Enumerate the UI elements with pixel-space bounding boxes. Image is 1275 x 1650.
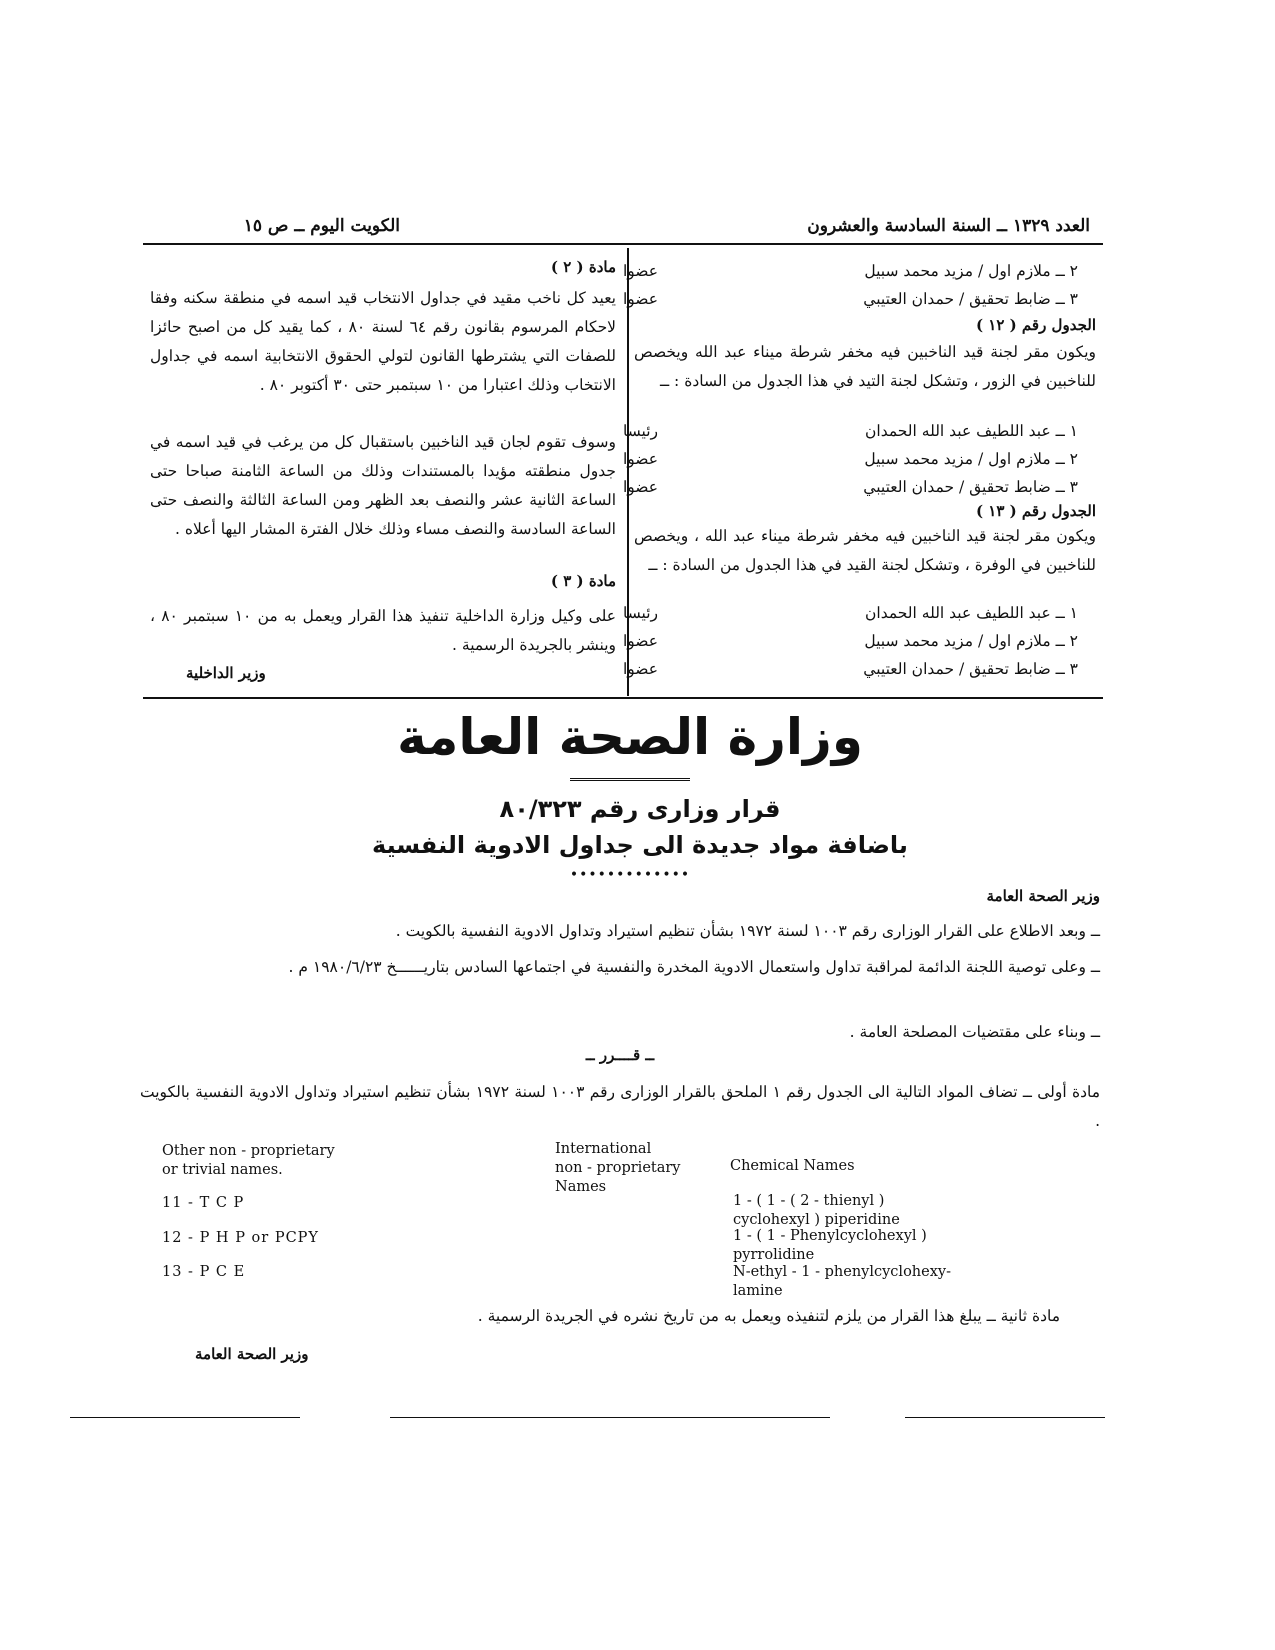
page-header: الكويت اليوم ــ ص ١٥: [243, 216, 400, 236]
signature: وزير الداخلية: [186, 664, 266, 682]
article3-paragraph: على وكيل وزارة الداخلية تنفيذ هذا القرار ويعمل به من ١٠ سبتمبر ٨٠ ، وينشر بالجريدة الرسمية .: [150, 607, 616, 654]
decree-subtitle: باضافة مواد جديدة الى جداول الادوية النفسية: [372, 831, 908, 859]
footer-rule: [905, 1417, 1105, 1418]
member-row: ٢ ــ ملازم اول / مزيد محمد سبيل عضوا: [622, 262, 1078, 280]
member-row: ٣ ــ ضابط تحقيق / حمدان العتيبي عضوا: [622, 478, 1078, 496]
table12-title: الجدول رقم ( ١٢ ): [975, 316, 1096, 334]
table-header-chemical-names: Chemical Names: [730, 1158, 855, 1174]
article2-paragraph: وسوف تقوم لجان قيد الناخبين باستقبال كل من يرغب في قيد اسمه في جدول منطقته مؤيدا بالمستندات وذلك من الساعة الثامنة صباحا حتى الساعة الثانية عشر والنصف بعد الظهر ومن الساعة الثالثة والنصف حتى الساعة السادسة والنصف مساء وذلك خلال الفترة المشار اليها أعلاه .: [150, 433, 616, 538]
section-rule: [143, 697, 1103, 699]
article3-title: مادة ( ٣ ): [550, 572, 616, 590]
right-column: [622, 250, 1098, 690]
table-row-name: 12 - P H P or PCPY: [162, 1230, 320, 1246]
member-row: ١ ــ عبد اللطيف عبد الله الحمدان رئيسا: [622, 422, 1078, 440]
table13-text: ويكون مقر لجنة قيد الناخبين فيه مخفر شرطة ميناء عبد الله ، ويخصص للناخبين في الوفرة ، وتشكل لجنة القيد في هذا الجدول من السادة : ــ: [634, 527, 1096, 574]
member-row: ٣ ــ ضابط تحقيق / حمدان العتيبي عضوا: [622, 660, 1078, 678]
preamble-item: ــ وبعد الاطلاع على القرار الوزارى رقم ١٠٠٣ لسنة ١٩٧٢ بشأن تنظيم استيراد وتداول الادوية النفسية بالكويت .: [395, 922, 1100, 940]
footer-rule: [70, 1417, 300, 1418]
preamble-item: ــ وبناء على مقتضيات المصلحة العامة .: [849, 1023, 1100, 1041]
minister-heading: وزير الصحة العامة: [986, 887, 1100, 905]
preamble-item: ــ وعلى توصية اللجنة الدائمة لمراقبة تداول واستعمال الادوية المخدرة والنفسية في اجتماعها السادس بتاريــــــخ ١٩٨٠/٦/٢٣ م .: [288, 958, 1100, 976]
ornament: •••••••••••••: [569, 867, 691, 883]
table13-title: الجدول رقم ( ١٣ ): [975, 502, 1096, 520]
table-row-chemical: 1 - ( 1 - Phenylcyclohexyl ) pyrrolidine: [733, 1228, 927, 1263]
decides-heading: ــ قــــرر ــ: [585, 1046, 655, 1064]
table-row-name: 13 - P C E: [162, 1264, 246, 1280]
ministry-masthead: وزارة الصحة العامة: [397, 708, 863, 766]
table-row-chemical: N-ethyl - 1 - phenylcyclohexy- lamine: [733, 1264, 951, 1299]
table-header-inn: International non - proprietary Names: [555, 1141, 681, 1195]
signature-health: وزير الصحة العامة: [195, 1345, 309, 1363]
article1: مادة أولى ــ تضاف المواد التالية الى الجدول رقم ١ الملحق بالقرار الوزارى رقم ١٠٠٣ لسنة ١٩٧٢ بشأن تنظيم استيراد وتداول الادوية النفسية بالكويت .: [140, 1083, 1100, 1130]
article2-title: مادة ( ٢ ): [550, 258, 616, 276]
member-row: ٢ ــ ملازم اول / مزيد محمد سبيل عضوا: [622, 632, 1078, 650]
issue-header: العدد ١٣٢٩ ــ السنة السادسة والعشرون: [807, 216, 1090, 236]
table12-text: ويكون مقر لجنة قيد الناخبين فيه مخفر شرطة ميناء عبد الله ويخصص للناخبين في الزور ، وتشكل لجنة التيد في هذا الجدول من السادة : ــ: [634, 343, 1096, 390]
member-row: ٣ ــ ضابط تحقيق / حمدان العتيبي عضوا: [622, 290, 1078, 308]
left-column: [148, 250, 618, 690]
member-row: ١ ــ عبد اللطيف عبد الله الحمدان رئيسا: [622, 604, 1078, 622]
article2-paragraph: يعيد كل ناخب مقيد في جداول الانتخاب قيد اسمه في منطقة سكنه وفقا لاحكام المرسوم بقانون رقم ٦٤ لسنة ٨٠ ، كما يقيد كل من اصبح حائزا للصفات التي يشترطها القانون لتولي الحقوق الانتخابية اسمه في جداول الانتخاب وذلك اعتبارا من ١٠ سبتمبر حتى ٣٠ أكتوبر ٨٠ .: [150, 289, 616, 394]
member-row: ٢ ــ ملازم اول / مزيد محمد سبيل عضوا: [622, 450, 1078, 468]
header-rule: [143, 243, 1103, 245]
article2: مادة ثانية ــ يبلغ هذا القرار من يلزم لتنفيذه ويعمل به من تاريخ نشره في الجريدة الرسمية .: [477, 1307, 1060, 1325]
footer-rule: [390, 1417, 830, 1418]
table-row-name: 11 - T C P: [162, 1195, 245, 1211]
table-header-other-names: Other non - proprietary or trivial names.: [162, 1143, 335, 1178]
masthead-ornament: [570, 774, 690, 781]
decree-title: قرار وزارى رقم ٨٠/٣٢٣: [499, 795, 781, 823]
table-row-chemical: 1 - ( 1 - ( 2 - thienyl ) cyclohexyl ) piperidine: [733, 1193, 900, 1228]
